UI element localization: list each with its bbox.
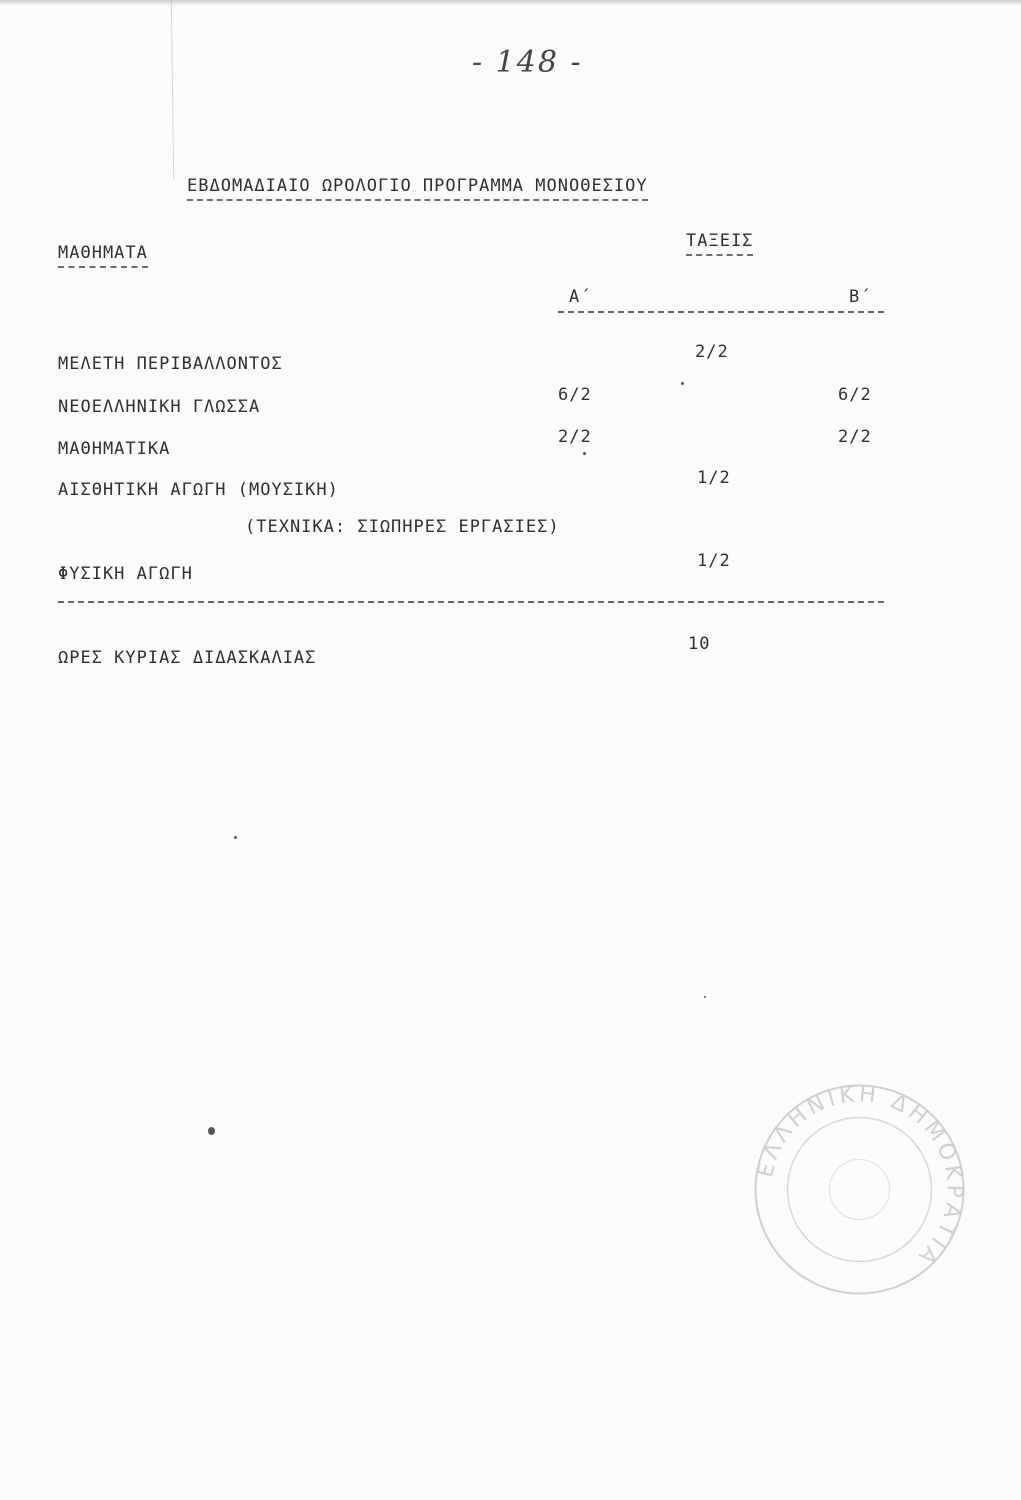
total-value: 10: [688, 634, 711, 654]
hours-environment-common: 2/2: [695, 342, 729, 362]
subject-aesthetic-music: ΑΙΣΘΗΤΙΚΗ ΑΓΩΓΗ (ΜΟΥΣΙΚΗ): [58, 480, 339, 500]
hours-greek-a: 6/2: [558, 385, 592, 405]
hours-math-a: 2/2: [558, 427, 592, 447]
classes-header: ΤΑΞΕΙΣ: [686, 231, 753, 256]
document-title: ΕΒΔΟΜΑΔΙΑΙΟ ΩΡΟΛΟΓΙΟ ΠΡΟΓΡΑΜΜΑ ΜΟΝΟΘΕΣΙΟΥ: [187, 176, 648, 201]
hours-greek-b: 6/2: [838, 385, 872, 405]
official-stamp: [752, 1082, 967, 1297]
scan-edge: [0, 0, 1021, 6]
scan-speck: [234, 836, 237, 839]
subject-greek-language: ΝΕΟΕΛΛΗΝΙΚΗ ΓΛΩΣΣΑ: [58, 397, 261, 417]
subjects-header: ΜΑΘΗΜΑΤΑ: [58, 243, 148, 268]
scan-speck: [704, 996, 706, 998]
subject-crafts-note: (ΤΕΧΝΙΚΑ: ΣΙΩΠΗΡΕΣ ΕΡΓΑΣΙΕΣ): [245, 517, 560, 537]
scan-speck: [681, 382, 684, 385]
class-b-header: Β΄: [849, 287, 872, 307]
scan-speck: [208, 1127, 215, 1135]
total-separator: [58, 601, 884, 603]
scan-speck: [583, 452, 586, 455]
page-number: - 148 -: [472, 45, 583, 80]
class-a-header: Α΄: [569, 287, 592, 307]
hours-pe-common: 1/2: [697, 551, 731, 571]
subject-environment: ΜΕΛΕΤΗ ΠΕΡΙΒΑΛΛΟΝΤΟΣ: [58, 354, 283, 374]
subject-physical-education: ΦΥΣΙΚΗ ΑΓΩΓΗ: [58, 564, 193, 584]
svg-text:ΕΛΛΗΝΙΚΗ ΔΗΜΟΚΡΑΤΙΑ: [753, 1082, 967, 1272]
subject-mathematics: ΜΑΘΗΜΑΤΙΚΑ: [58, 439, 171, 459]
stamp-text: ΕΛΛΗΝΙΚΗ ΔΗΜΟΚΡΑΤΙΑ: [753, 1082, 967, 1272]
classes-underline: [558, 311, 884, 313]
hours-math-b: 2/2: [838, 427, 872, 447]
scan-fold-line: [171, 0, 175, 180]
total-label: ΩΡΕΣ ΚΥΡΙΑΣ ΔΙΔΑΣΚΑΛΙΑΣ: [58, 648, 317, 668]
hours-aesthetic-common: 1/2: [697, 468, 731, 488]
